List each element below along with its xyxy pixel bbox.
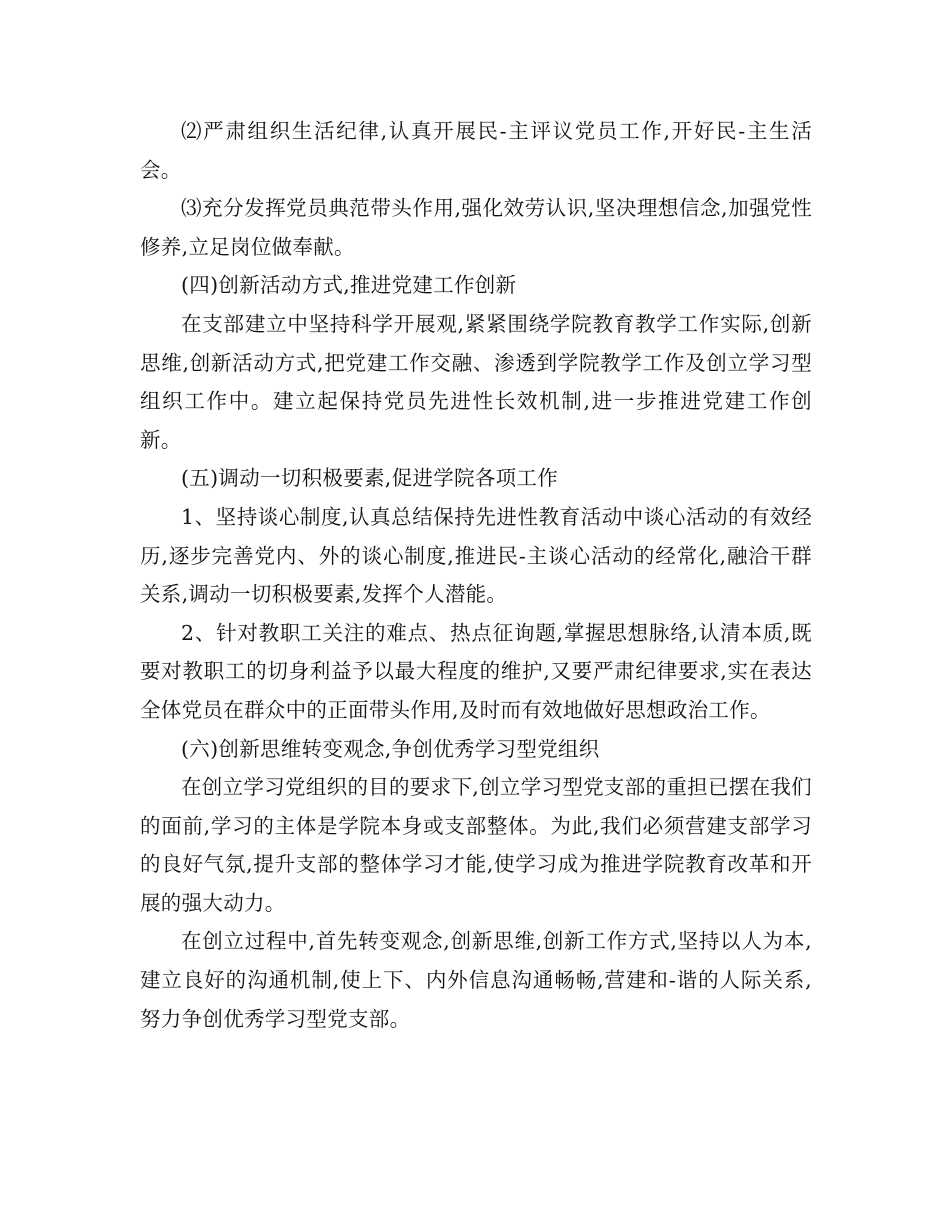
paragraph: 1、坚持谈心制度,认真总结保持先进性教育活动中谈心活动的有效经历,逐步完善党内、外的谈心制度,推进民-主谈心活动的经常化,融洽干群关系,调动一切积极要素,发挥个人潜能。 [140,504,812,607]
section-heading: (四)创新活动方式,推进党建工作创新 [181,273,517,298]
section-heading: (六)创新思维转变观念,争创优秀学习型党组织 [181,736,600,761]
document-body [140,112,812,1038]
section-heading: (五)调动一切积极要素,促进学院各项工作 [181,466,559,491]
paragraph: 在创立过程中,首先转变观念,创新思维,创新工作方式,坚持以人为本,建立良好的沟通机制,使上下、内外信息沟通畅畅,营建和-谐的人际关系,努力争创优秀学习型党支部。 [140,929,812,1031]
paragraph: 2、针对教职工关注的难点、热点征询题,掌握思想脉络,认清本质,既要对教职工的切身利益予以最大程度的维护,又要严肃纪律要求,实在表达全体党员在群众中的正面带头作用,及时而有效地做好思想政治工作。 [140,620,812,722]
paragraph: ⑶充分发挥党员典范带头作用,强化效劳认识,坚决理想信念,加强党性修养,立足岗位做奉献。 [140,196,812,259]
paragraph: 在支部建立中坚持科学开展观,紧紧围绕学院教育教学工作实际,创新思维,创新活动方式,把党建工作交融、渗透到学院教学工作及创立学习型组织工作中。建立起保持党员先进性长效机制,进一步推进党建工作创新。 [140,311,812,452]
paragraph: 在创立学习党组织的目的要求下,创立学习型党支部的重担已摆在我们的面前,学习的主体是学院本身或支部整体。为此,我们必须营建支部学习的良好气氛,提升支部的整体学习才能,使学习成为推进学院教育改革和开展的强大动力。 [140,775,812,915]
paragraph: ⑵严肃组织生活纪律,认真开展民-主评议党员工作,开好民-主生活会。 [140,119,812,182]
